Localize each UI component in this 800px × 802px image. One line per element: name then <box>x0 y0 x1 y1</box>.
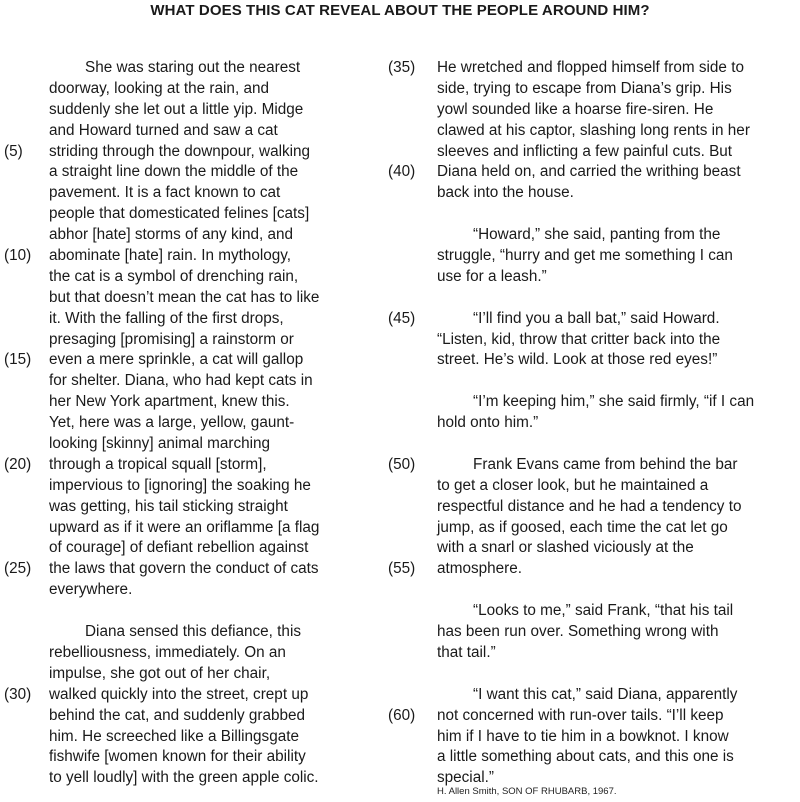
passage-line <box>388 392 800 413</box>
line-number: (20) <box>4 455 32 473</box>
passage-line <box>388 246 800 267</box>
line-text: doorway, looking at the rain, and <box>49 79 269 97</box>
line-text: to yell loudly] with the green apple colic. <box>49 769 319 787</box>
passage-line <box>0 142 395 163</box>
line-text: with a snarl or slashed viciously at the <box>437 539 694 557</box>
passage-line <box>388 727 800 748</box>
line-text: even a mere sprinkle, a cat will gallop <box>49 351 304 369</box>
passage-line <box>0 559 395 580</box>
line-text: hold onto him.” <box>437 414 539 432</box>
line-text: Frank Evans came from behind the bar <box>473 455 738 473</box>
paragraph-gap <box>388 288 800 309</box>
line-text: use for a leash.” <box>437 267 547 285</box>
line-text: side, trying to escape from Diana’s grip. His <box>437 79 732 97</box>
passage-line <box>388 622 800 643</box>
line-text: rebelliousness, immediately. On an <box>49 643 286 661</box>
passage-line <box>0 664 395 685</box>
passage-line <box>0 685 395 706</box>
passage-line <box>0 225 395 246</box>
line-text: street. He’s wild. Look at those red eyes!” <box>437 351 718 369</box>
passage-line <box>388 413 800 434</box>
line-text: people that domesticated felines [cats] <box>49 205 310 223</box>
line-text: “I want this cat,” said Diana, apparently <box>473 685 738 703</box>
passage-line <box>0 246 395 267</box>
passage-line <box>388 559 800 580</box>
line-text: “I’m keeping him,” she said firmly, “if I can <box>473 393 755 411</box>
paragraph-gap <box>388 371 800 392</box>
passage-line <box>0 455 395 476</box>
line-number: (25) <box>4 560 32 578</box>
passage-line <box>388 121 800 142</box>
passage-line <box>0 434 395 455</box>
line-text: fishwife [women known for their ability <box>49 748 306 766</box>
line-text: Diana held on, and carried the writhing beast <box>437 163 741 181</box>
line-number: (45) <box>388 309 416 327</box>
paragraph-gap <box>388 434 800 455</box>
line-text: everywhere. <box>49 581 133 599</box>
passage-line <box>388 100 800 121</box>
passage-line <box>388 706 800 727</box>
line-text: suddenly she let out a little yip. Midge <box>49 100 304 118</box>
line-text: and Howard turned and saw a cat <box>49 121 278 139</box>
line-number: (55) <box>388 560 416 578</box>
right-column <box>388 58 800 789</box>
line-text: walked quickly into the street, crept up <box>49 685 309 703</box>
line-text: looking [skinny] animal marching <box>49 435 271 453</box>
line-text: was getting, his tail sticking straight <box>49 497 288 515</box>
line-number: (40) <box>388 163 416 181</box>
line-text: respectful distance and he had a tendency to <box>437 497 742 515</box>
passage-line <box>388 162 800 183</box>
passage-line <box>0 204 395 225</box>
left-column <box>0 58 395 789</box>
line-number: (35) <box>388 59 416 76</box>
passage-line <box>0 267 395 288</box>
passage-line <box>0 392 395 413</box>
passage-line <box>388 601 800 622</box>
line-number: (10) <box>4 247 32 265</box>
line-text: a little something about cats, and this one is <box>437 748 734 766</box>
line-text: for shelter. Diana, who had kept cats in <box>49 372 313 390</box>
passage-line <box>388 330 800 351</box>
line-text: Yet, here was a large, yellow, gaunt- <box>49 414 295 432</box>
passage-line <box>0 330 395 351</box>
passage-line <box>388 142 800 163</box>
passage-line <box>388 309 800 330</box>
passage-line <box>0 497 395 518</box>
line-text: him. He screeched like a Billingsgate <box>49 727 299 745</box>
passage-line <box>0 79 395 100</box>
passage-line <box>0 413 395 434</box>
passage-line <box>0 58 395 79</box>
passage-line <box>388 455 800 476</box>
line-text: not concerned with run-over tails. “I’ll keep <box>437 706 724 724</box>
passage-line <box>0 288 395 309</box>
line-number: (30) <box>4 685 32 703</box>
passage-line <box>388 267 800 288</box>
line-number: (5) <box>4 142 23 160</box>
line-text: sleeves and inflicting a few painful cuts. But <box>437 142 733 160</box>
paragraph-gap <box>388 204 800 225</box>
line-text: to get a closer look, but he maintained a <box>437 476 709 494</box>
line-text: has been run over. Something wrong with <box>437 623 719 641</box>
line-text: “Howard,” she said, panting from the <box>473 226 721 244</box>
line-text: abominate [hate] rain. In mythology, <box>49 247 292 265</box>
passage-line <box>388 538 800 559</box>
line-number: (15) <box>4 351 32 369</box>
passage-line <box>0 622 395 643</box>
line-text: her New York apartment, knew this. <box>49 393 290 411</box>
line-text: She was staring out the nearest <box>85 59 301 76</box>
line-text: through a tropical squall [storm], <box>49 455 267 473</box>
line-number: (50) <box>388 455 416 473</box>
line-text: abhor [hate] storms of any kind, and <box>49 226 294 244</box>
passage-line <box>388 350 800 371</box>
line-text: atmosphere. <box>437 560 523 578</box>
line-text: jump, as if goosed, each time the cat let go <box>437 518 728 536</box>
line-text: “Looks to me,” said Frank, “that his tail <box>473 602 734 620</box>
passage-line <box>388 518 800 539</box>
line-text: it. With the falling of the first drops, <box>49 309 284 327</box>
passage-line <box>0 162 395 183</box>
passage-line <box>0 100 395 121</box>
line-text: He wretched and flopped himself from side to <box>437 59 744 76</box>
line-text: back into the house. <box>437 184 574 202</box>
line-text: the laws that govern the conduct of cats <box>49 560 319 578</box>
passage-line <box>0 183 395 204</box>
passage-line <box>388 685 800 706</box>
line-text: of courage] of defiant rebellion against <box>49 539 309 557</box>
passage-title: WHAT DOES THIS CAT REVEAL ABOUT THE PEOPLE AROUND HIM? <box>150 2 650 19</box>
line-text: that tail.” <box>437 643 496 661</box>
line-text: upward as if it were an oriflamme [a flag <box>49 518 320 536</box>
passage-line <box>388 58 800 79</box>
line-text: a straight line down the middle of the <box>49 163 299 181</box>
passage-line <box>388 183 800 204</box>
line-text: Diana sensed this defiance, this <box>85 623 301 641</box>
passage-line <box>388 747 800 768</box>
passage-line <box>0 121 395 142</box>
paragraph-gap <box>388 664 800 685</box>
passage-line <box>0 643 395 664</box>
passage-line <box>0 538 395 559</box>
line-text: him if I have to tie him in a bowknot. I know <box>437 727 729 745</box>
line-text: impervious to [ignoring] the soaking he <box>49 476 311 494</box>
line-text: but that doesn’t mean the cat has to like <box>49 288 320 306</box>
line-text: behind the cat, and suddenly grabbed <box>49 706 305 724</box>
passage-line <box>0 727 395 748</box>
passage-line <box>0 476 395 497</box>
line-text: impulse, she got out of her chair, <box>49 664 271 682</box>
passage-line <box>0 371 395 392</box>
line-text: presaging [promising] a rainstorm or <box>49 330 294 348</box>
line-text: struggle, “hurry and get me something I can <box>437 247 733 265</box>
line-number: (60) <box>388 706 416 724</box>
line-text: clawed at his captor, slashing long rents in her <box>437 121 750 139</box>
line-text: “I’ll find you a ball bat,” said Howard. <box>473 309 720 327</box>
passage-line <box>0 706 395 727</box>
passage-line <box>0 580 395 601</box>
passage-line <box>388 225 800 246</box>
line-text: the cat is a symbol of drenching rain, <box>49 267 299 285</box>
passage-line <box>388 476 800 497</box>
line-text: pavement. It is a fact known to cat <box>49 184 281 202</box>
passage-line <box>388 643 800 664</box>
paragraph-gap <box>388 580 800 601</box>
passage-line <box>0 747 395 768</box>
passage-line <box>0 768 395 789</box>
passage-line <box>388 497 800 518</box>
line-text: striding through the downpour, walking <box>49 142 311 160</box>
paragraph-gap <box>0 601 395 622</box>
line-text: “Listen, kid, throw that critter back into the <box>437 330 721 348</box>
passage-line <box>0 350 395 371</box>
passage-line <box>0 518 395 539</box>
line-text: special.” <box>437 769 494 787</box>
passage-line <box>0 309 395 330</box>
passage-line <box>388 79 800 100</box>
line-text: yowl sounded like a hoarse fire-siren. He <box>437 100 714 118</box>
source-credit: H. Allen Smith, SON OF RHUBARB, 1967. <box>437 786 617 797</box>
